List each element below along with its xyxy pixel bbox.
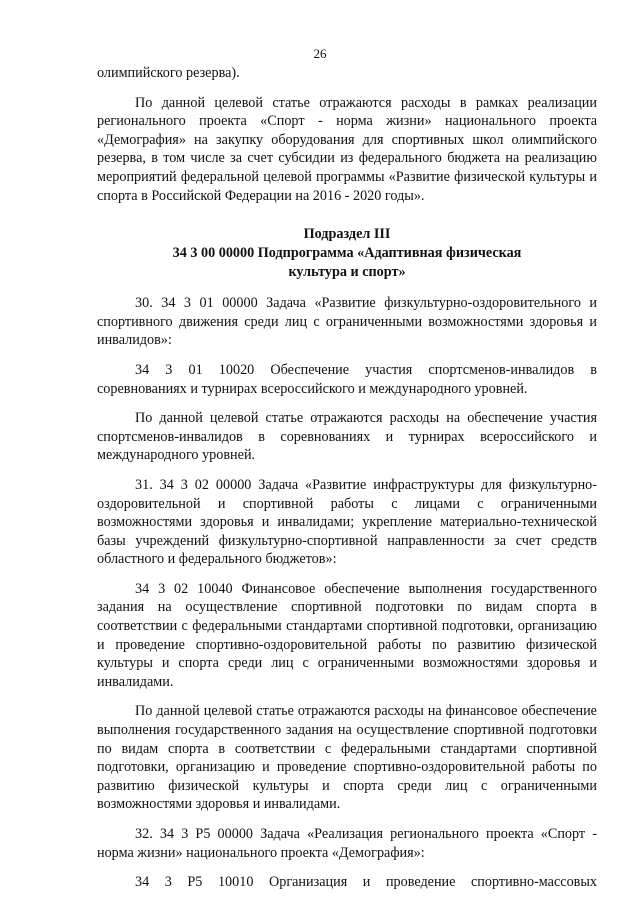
paragraph-task-30: 30. 34 3 01 00000 Задача «Развитие физкультурно-оздоровительного и спортивного движения среди лиц с ограниченными возможностями здоровья и инвалидов»: bbox=[97, 295, 597, 349]
heading-line-1: Подраздел III bbox=[303, 226, 391, 243]
heading-line-2: 34 3 00 00000 Подпрограмма «Адаптивная физическая bbox=[172, 245, 522, 262]
paragraph-item-10020: 34 3 01 10020 Обеспечение участия спортсменов-инвалидов в соревнованиях и турнирах всероссийского и международного уровней. bbox=[97, 361, 597, 397]
paragraph-continuation: олимпийского резерва). bbox=[97, 65, 240, 81]
paragraph-task-31: 31. 34 3 02 00000 Задача «Развитие инфраструктуры для физкультурно-оздоровительной и спортивной работы с лицами с ограниченными возможностями здоровья и инвалидами; укрепление материально-технической базы учреждений физкультурно-спортивной направленности за счет средств областного и федерального бюджетов»: bbox=[97, 476, 597, 568]
paragraph-expenses-olympic: По данной целевой статье отражаются расходы в рамках реализации регионального проекта «Спорт - норма жизни» национального проекта «Демография» на закупку оборудования для спортивных школ олимпийского резерва, в том числе за счет субсидии из федерального бюджета на реализацию мероприятий федеральной целевой программы «Развитие физической культуры и спорта в Российской Федерации на 2016 - 2020 годы». bbox=[97, 94, 597, 204]
paragraph-item-10040: 34 3 02 10040 Финансовое обеспечение выполнения государственного задания на осуществление спортивной подготовки по видам спорта в соответствии с федеральными стандартами спортивной подготовки, организацию и проведение спортивно-оздоровительной работы по развитию физической культуры и спорта среди лиц с ограниченными возможностями здоровья и инвалидами. bbox=[97, 580, 597, 690]
paragraph-task-32: 32. 34 3 P5 00000 Задача «Реализация регионального проекта «Спорт - норма жизни» национального проекта «Демография»: bbox=[97, 826, 597, 861]
paragraph-expenses-10040: По данной целевой статье отражаются расходы на финансовое обеспечение выполнения государственного задания на осуществление спортивной подготовки по видам спорта в соответствии с федеральными стандартами спортивной подготовки, организацию и проведение спортивно-оздоровительной работы по развитию физической культуры и спорта среди лиц с ограниченными возможностями здоровья и инвалидами. bbox=[97, 703, 597, 813]
heading-line-3: культура и спорт» bbox=[288, 264, 406, 281]
paragraph-expenses-10020: По данной целевой статье отражаются расходы на обеспечение участия спортсменов-инвалидов в соревнованиях и турнирах всероссийского и международного уровней. bbox=[97, 410, 597, 464]
section-heading bbox=[97, 225, 597, 282]
paragraph-item-p5-10010: 34 3 P5 10010 Организация и проведение спортивно-массовых bbox=[135, 874, 597, 891]
page-number: 26 bbox=[313, 46, 327, 61]
document-body bbox=[97, 64, 597, 903]
